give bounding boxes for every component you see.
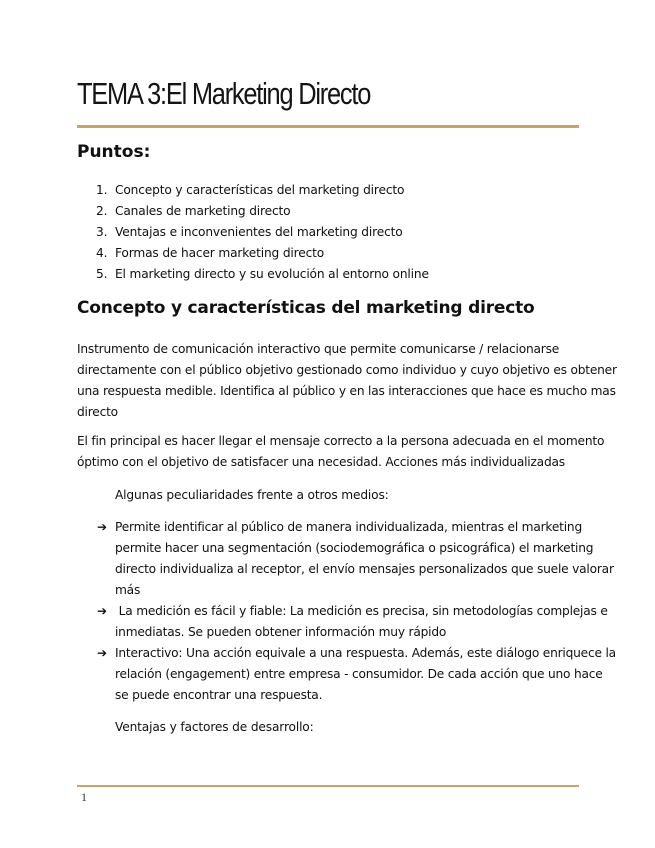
document-page	[77, 0, 617, 848]
list-number: 2.	[96, 204, 108, 218]
paragraph-definition	[77, 339, 617, 423]
text-line: El fin principal es hacer llegar el mensaje correcto a la persona adecuada en el momento	[77, 434, 605, 448]
list-item	[77, 222, 429, 243]
text-line: directo individualiza al receptor, el envío mensajes personalizados que suele valorar	[115, 562, 614, 576]
list-number: 5.	[96, 267, 108, 281]
text-line: más	[115, 583, 141, 597]
list-item	[77, 643, 616, 706]
list-text: Concepto y características del marketing directo	[115, 183, 405, 197]
peculiarities-intro: Algunas peculiaridades frente a otros medios:	[115, 488, 389, 502]
list-item	[77, 201, 429, 222]
text-line: Instrumento de comunicación interactivo que permite comunicarse / relacionarse	[77, 342, 560, 356]
text-line: La medición es fácil y fiable: La medición es precisa, sin metodologías complejas e	[115, 604, 608, 618]
arrow-bullet-icon: ➔	[97, 520, 107, 534]
list-text: Canales de marketing directo	[115, 204, 291, 218]
text-line: una respuesta medible. Identifica al público y en las interacciones que hace es mucho mas	[77, 384, 616, 398]
text-line: permite hacer una segmentación (sociodemográfica o psicográfica) el marketing	[115, 541, 594, 555]
points-heading: Puntos:	[77, 142, 151, 162]
list-item	[77, 264, 429, 285]
text-line: Interactivo: Una acción equivale a una respuesta. Además, este diálogo enriquece la	[115, 646, 616, 660]
text-line: inmediatas. Se pueden obtener información muy rápido	[115, 625, 447, 639]
text-line: óptimo con el objetivo de satisfacer una necesidad. Acciones más individualizadas	[77, 455, 565, 469]
advantages-intro: Ventajas y factores de desarrollo:	[115, 720, 314, 734]
list-item	[77, 517, 614, 601]
list-item	[77, 601, 608, 643]
list-number: 1.	[96, 183, 108, 197]
text-line: se puede encontrar una respuesta.	[115, 688, 323, 702]
text-line: relación (engagement) entre empresa - consumidor. De cada acción que uno hace	[115, 667, 603, 681]
page-number: 1	[81, 790, 87, 804]
points-list	[77, 180, 429, 285]
paragraph-purpose	[77, 431, 605, 473]
document-title: TEMA 3:El Marketing Directo	[77, 76, 371, 111]
text-line: directamente con el público objetivo gestionado como individuo y cuyo objetivo es obtener	[77, 363, 617, 377]
list-item	[77, 180, 429, 201]
section-heading: Concepto y características del marketing directo	[77, 298, 535, 318]
list-text: Formas de hacer marketing directo	[115, 246, 325, 260]
arrow-bullet-icon: ➔	[97, 646, 107, 660]
arrow-bullet-icon: ➔	[97, 604, 107, 618]
footer-divider	[77, 785, 579, 787]
peculiarities-list	[77, 517, 616, 706]
list-number: 4.	[96, 246, 108, 260]
text-line: Permite identificar al público de manera individualizada, mientras el marketing	[115, 520, 582, 534]
list-text: El marketing directo y su evolución al entorno online	[115, 267, 429, 281]
list-text: Ventajas e inconvenientes del marketing directo	[115, 225, 403, 239]
title-divider	[77, 125, 579, 128]
list-item	[77, 243, 429, 264]
text-line: directo	[77, 405, 118, 419]
list-number: 3.	[96, 225, 108, 239]
